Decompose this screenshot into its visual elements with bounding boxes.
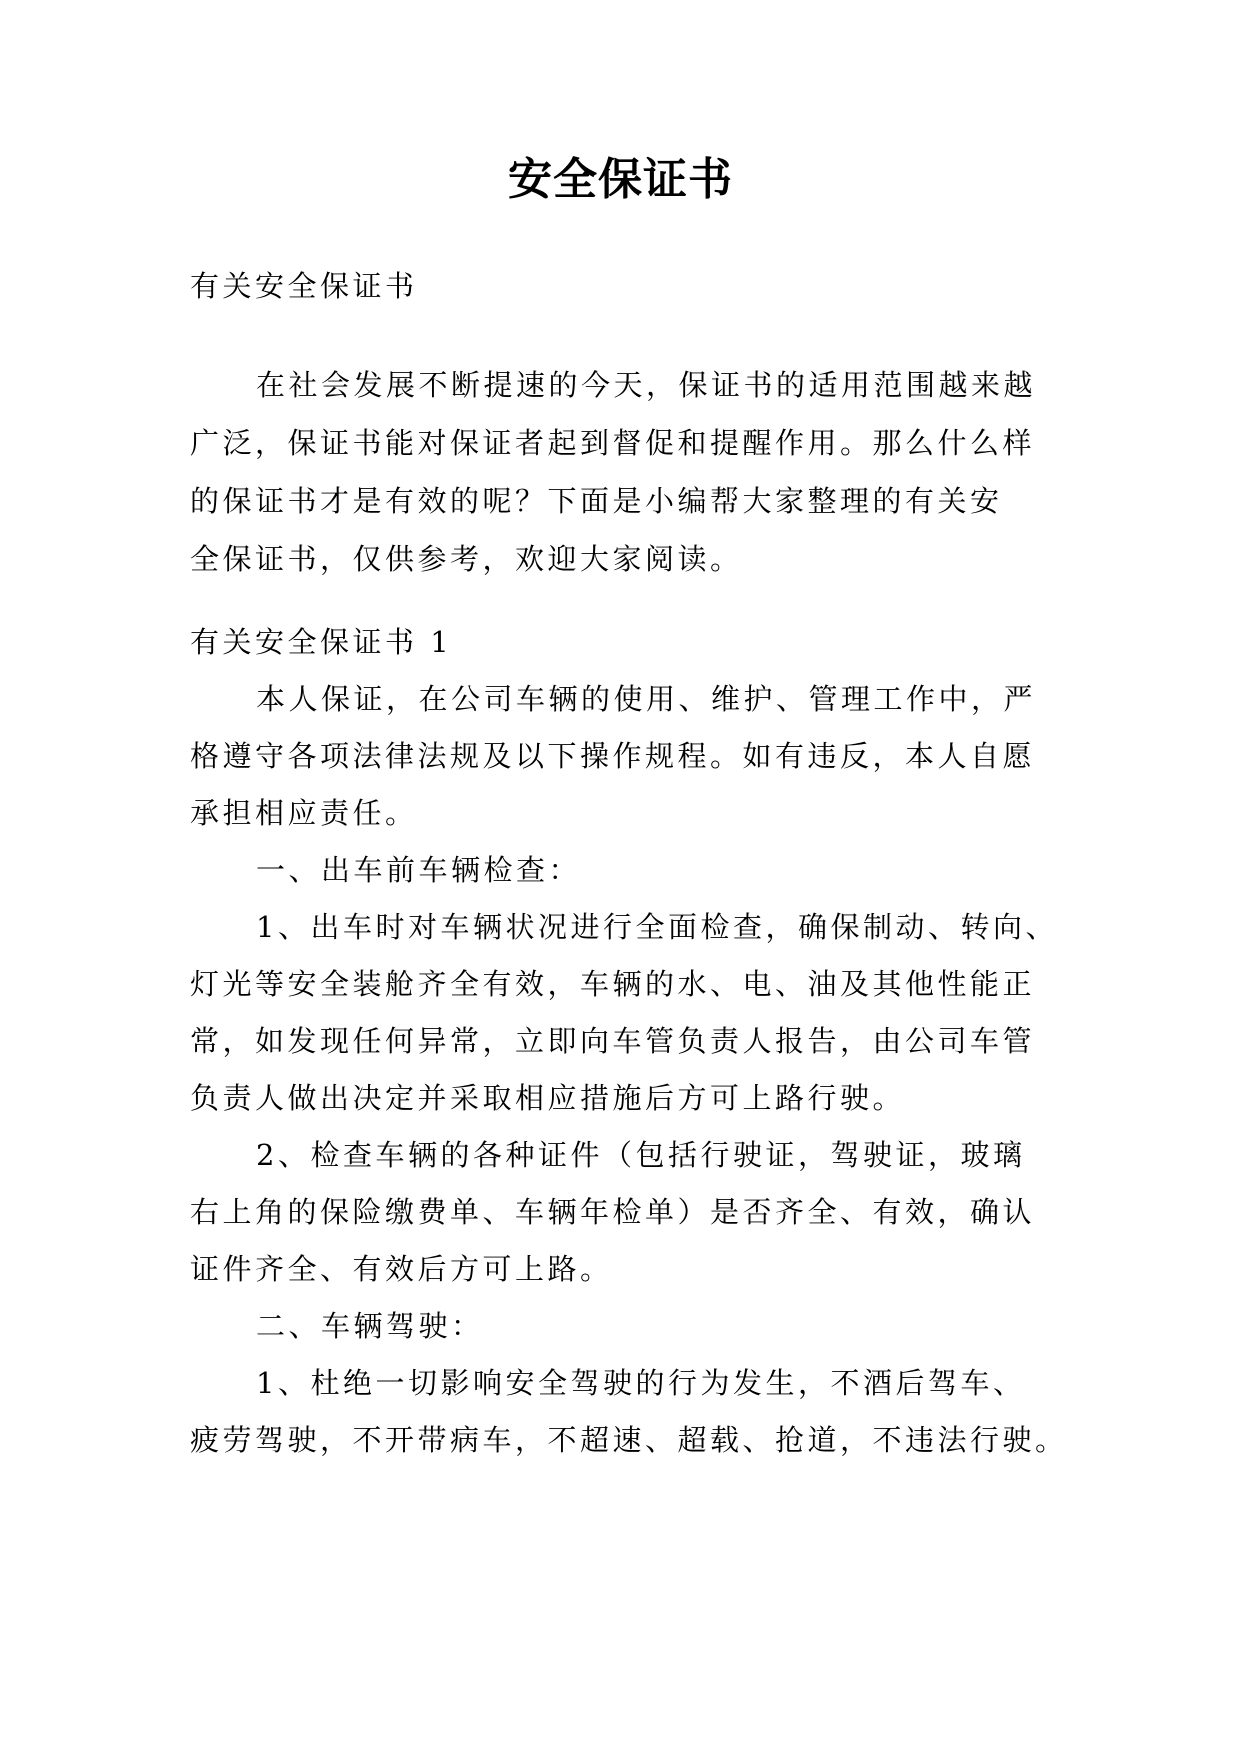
body-line: 1、杜绝一切影响安全驾驶的行为发生，不酒后驾车、 xyxy=(256,1366,1026,1400)
body-line: 承担相应责任。 xyxy=(190,796,418,830)
section-heading-block xyxy=(190,613,1056,671)
body-line: 常，如发现任何异常，立即向车管负责人报告，由公司车管 xyxy=(190,1024,1036,1058)
body-line: 灯光等安全装舱齐全有效，车辆的水、电、油及其他性能正 xyxy=(190,967,1036,1001)
body-text xyxy=(190,671,1068,1469)
intro-line: 广泛，保证书能对保证者起到督促和提醒作用。那么什么样 xyxy=(190,426,1036,460)
subtitle-block xyxy=(190,257,1056,315)
body-line: 二、车辆驾驶： xyxy=(256,1309,484,1343)
intro-line: 全保证书，仅供参考，欢迎大家阅读。 xyxy=(190,542,743,576)
document-subtitle: 有关安全保证书 xyxy=(190,269,418,303)
body-line: 右上角的保险缴费单、车辆年检单）是否齐全、有效，确认 xyxy=(190,1195,1036,1229)
body-line: 一、出车前车辆检查： xyxy=(256,853,582,887)
body-line: 负责人做出决定并采取相应措施后方可上路行驶。 xyxy=(190,1081,906,1115)
body-line: 2、检查车辆的各种证件（包括行驶证，驾驶证，玻璃 xyxy=(256,1138,1026,1172)
intro-line: 在社会发展不断提速的今天，保证书的适用范围越来越 xyxy=(256,368,1037,402)
intro-paragraph xyxy=(190,356,1056,588)
intro-line: 的保证书才是有效的呢？下面是小编帮大家整理的有关安 xyxy=(190,484,1003,518)
body-line: 疲劳驾驶，不开带病车，不超速、超载、抢道，不违法行驶。 xyxy=(190,1423,1068,1457)
section-heading: 有关安全保证书 1 xyxy=(190,625,453,659)
body-line: 格遵守各项法律法规及以下操作规程。如有违反，本人自愿 xyxy=(190,739,1036,773)
document-title: 安全保证书 xyxy=(508,154,733,205)
body-line: 1、出车时对车辆状况进行全面检查，确保制动、转向、 xyxy=(256,910,1058,944)
body-line: 证件齐全、有效后方可上路。 xyxy=(190,1252,613,1286)
body-line: 本人保证，在公司车辆的使用、维护、管理工作中，严 xyxy=(256,682,1037,716)
